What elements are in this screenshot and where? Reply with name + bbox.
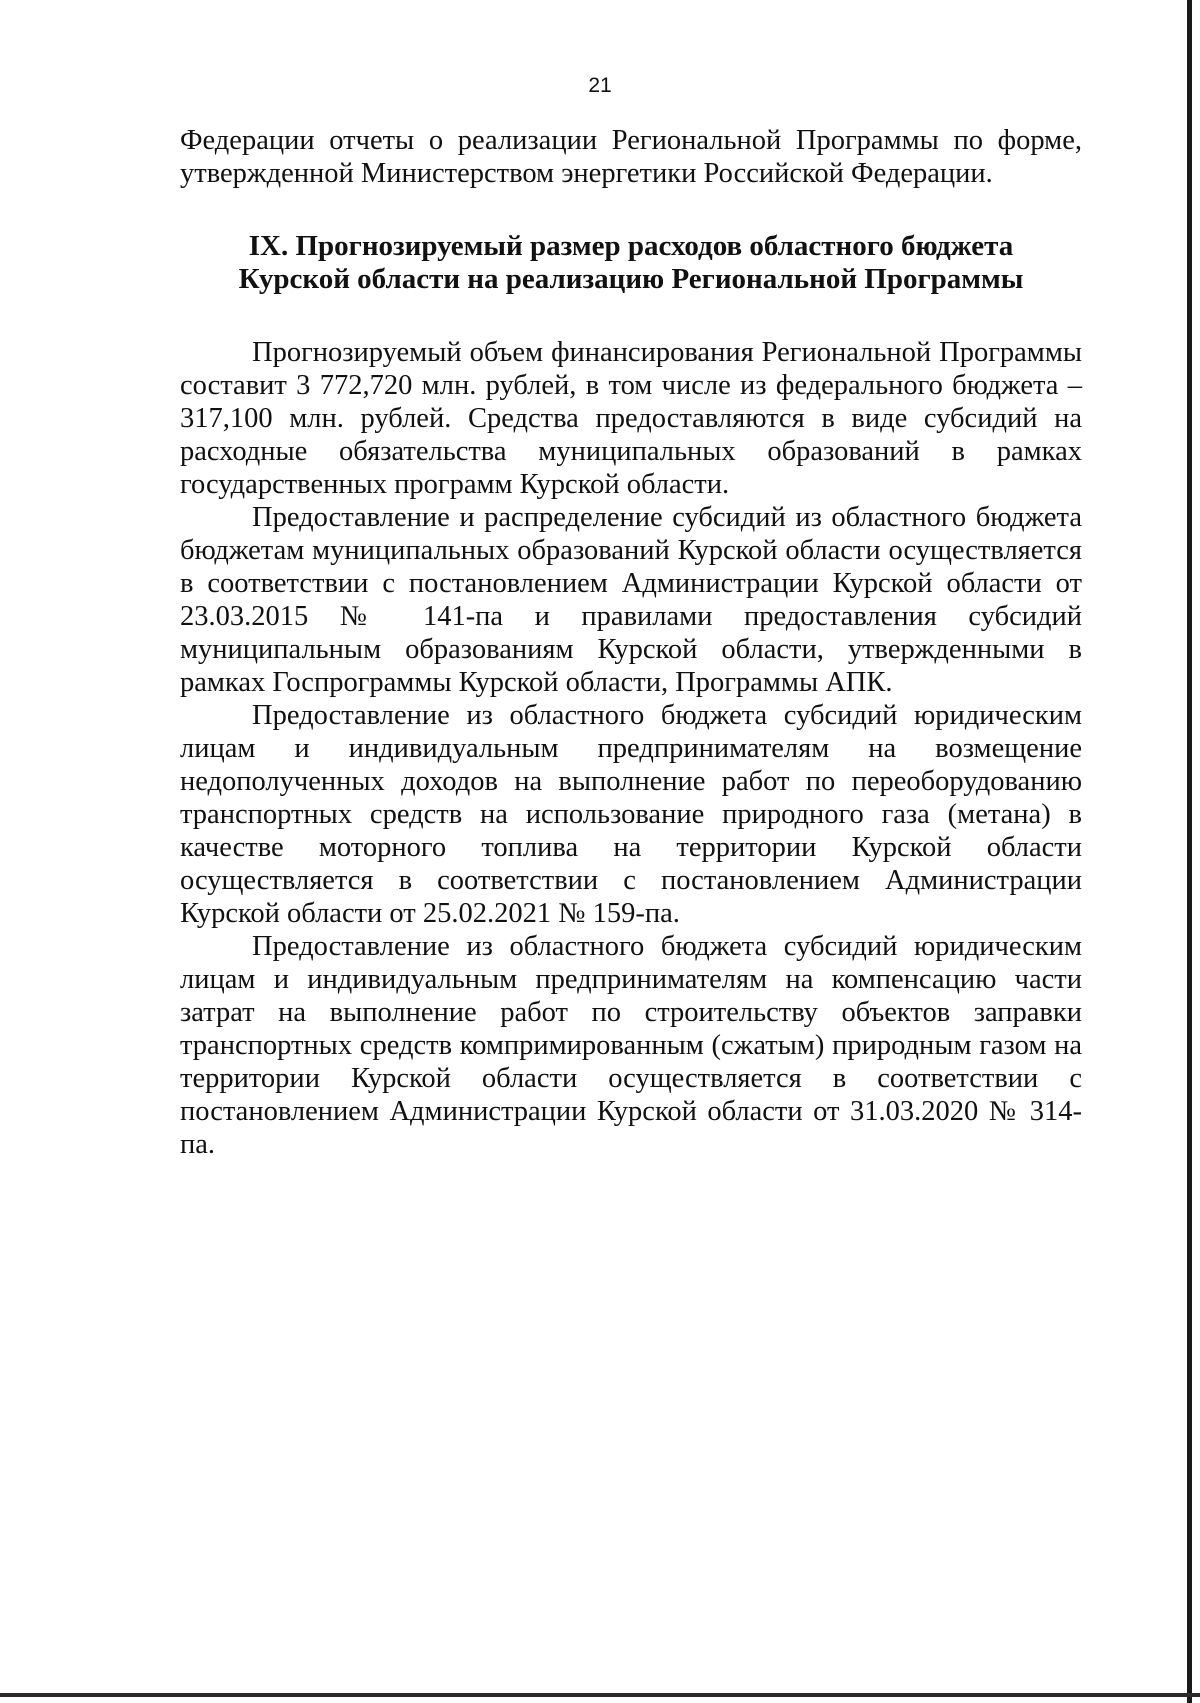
paragraph-subsidy-distribution: Предоставление и распределение субсидий из областного бюджета бюджетам муниципальных образований Курской области осуществляется в соответствии с постановлением Администрации Курской области от 23.03.2015 № 141-па и правилами предоставления субсидий муниципальным образованиям Курской области, утвержденными в рамках Госпрограммы Курской области, Программы АПК. (180, 502, 1082, 698)
intro-paragraph: Федерации отчеты о реализации Региональной Программы по форме, утвержденной Министерством энергетики Российской Федерации. (180, 125, 1082, 189)
page-number: 21 (588, 74, 612, 97)
section-heading-line-1: IX. Прогнозируемый размер расходов областного бюджета (248, 230, 1014, 262)
scan-edge-right (1187, 0, 1192, 1703)
paragraph-financing-volume: Прогнозируемый объем финансирования Региональной Программы составит 3 772,720 млн. рублей, в том числе из федерального бюджета – 317,100 млн. рублей. Средства предоставляются в виде субсидий на расходные обязательства муниципальных образований в рамках государственных программ Курской области. (180, 337, 1082, 500)
section-heading (180, 230, 1082, 296)
paragraph-refueling-stations: Предоставление из областного бюджета субсидий юридическим лицам и индивидуальным предпринимателям на компенсацию части затрат на выполнение работ по строительству объектов заправки транспортных средств компримированным (сжатым) природным газом на территории Курской области осуществляется в соответствии с постановлением Администрации Курской области от 31.03.2020 № 314-па. (180, 931, 1082, 1160)
section-heading-line-2: Курской области на реализацию Региональной Программы (238, 263, 1024, 295)
scan-edge-bottom (0, 1693, 1200, 1697)
document-body (180, 124, 1082, 1161)
paragraph-vehicle-conversion: Предоставление из областного бюджета субсидий юридическим лицам и индивидуальным предпринимателям на возмещение недополученных доходов на выполнение работ по переоборудованию транспортных средств на использование природного газа (метана) в качестве моторного топлива на территории Курской области осуществляется в соответствии с постановлением Администрации Курской области от 25.02.2021 № 159-па. (180, 700, 1082, 929)
